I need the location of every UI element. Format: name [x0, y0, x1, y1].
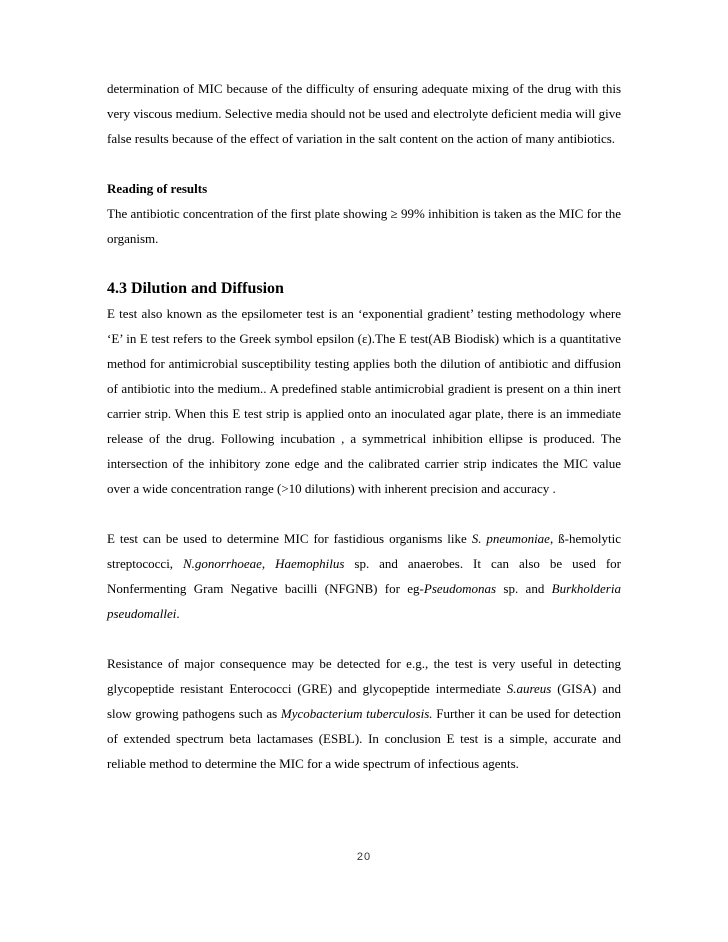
- text-run: ,: [261, 556, 276, 571]
- text-run: sp. and anaerobes. It can also be used for Nonfermenting Gram Negative bacilli (NFGNB) for eg-: [107, 556, 622, 596]
- text-run: (GISA) and slow growing pathogens such as: [107, 681, 621, 721]
- paragraph-etest-organisms: [107, 526, 621, 626]
- organism-name: Burkholderia pseudomallei: [107, 581, 621, 621]
- organism-name: N.gonorrhoeae: [183, 556, 262, 571]
- document-page: [107, 76, 621, 776]
- text-run: Further it can be used for detection of extended spectrum beta lactamases (ESBL). In conclusion E test is a simple, accurate and reliable method to determine the MIC for a wide spectrum of infectious agents.: [107, 706, 621, 771]
- organism-name: Pseudomonas: [423, 581, 497, 596]
- organism-name: S. pneumoniae: [471, 531, 550, 546]
- text-run: .: [176, 606, 180, 621]
- organism-name: Mycobacterium tuberculosis.: [280, 706, 433, 721]
- page-number: 20: [356, 851, 372, 863]
- text-run: , ß-hemolytic streptococci,: [107, 531, 621, 571]
- paragraph-etest-description: E test also known as the epsilometer test is an ‘exponential gradient’ testing methodology where ‘E’ in E test refers to the Greek symbol epsilon (ε).The E test(AB Biodisk) which is a quantitative method for antimicrobial susceptibility testing applies both the dilution of antibiotic and diffusion of antibiotic into the medium.. A predefined stable antimicrobial gradient is present on a thin inert carrier strip. When this E test strip is applied onto an inoculated agar plate, there is an immediate release of the drug. Following incubation , a symmetrical inhibition ellipse is produced. The intersection of the inhibitory zone edge and the calibrated carrier strip indicates the MIC value over a wide concentration range (>10 dilutions) with inherent precision and accuracy .: [107, 306, 621, 496]
- organism-name: Haemophilus: [275, 556, 345, 571]
- heading-reading-of-results: Reading of results: [107, 181, 208, 196]
- paragraph-mic-medium: determination of MIC because of the difficulty of ensuring adequate mixing of the drug with this very viscous medium. Selective media should not be used and electrolyte deficient media will give false results because of the effect of variation in the salt content on the action of many antibiotics.: [107, 81, 621, 146]
- paragraph-resistance-detection: [107, 651, 621, 776]
- organism-name: S.aureus: [506, 681, 552, 696]
- text-run: sp. and: [496, 581, 552, 596]
- text-run: Resistance of major consequence may be detected for e.g., the test is very useful in detecting glycopeptide resistant Enterococci (GRE) and glycopeptide intermediate: [107, 656, 621, 696]
- section-heading-dilution-diffusion: 4.3 Dilution and Diffusion: [107, 280, 284, 297]
- text-run: E test can be used to determine MIC for fastidious organisms like: [107, 531, 472, 546]
- paragraph-reading-results: The antibiotic concentration of the first plate showing ≥ 99% inhibition is taken as the MIC for the organism.: [107, 206, 621, 246]
